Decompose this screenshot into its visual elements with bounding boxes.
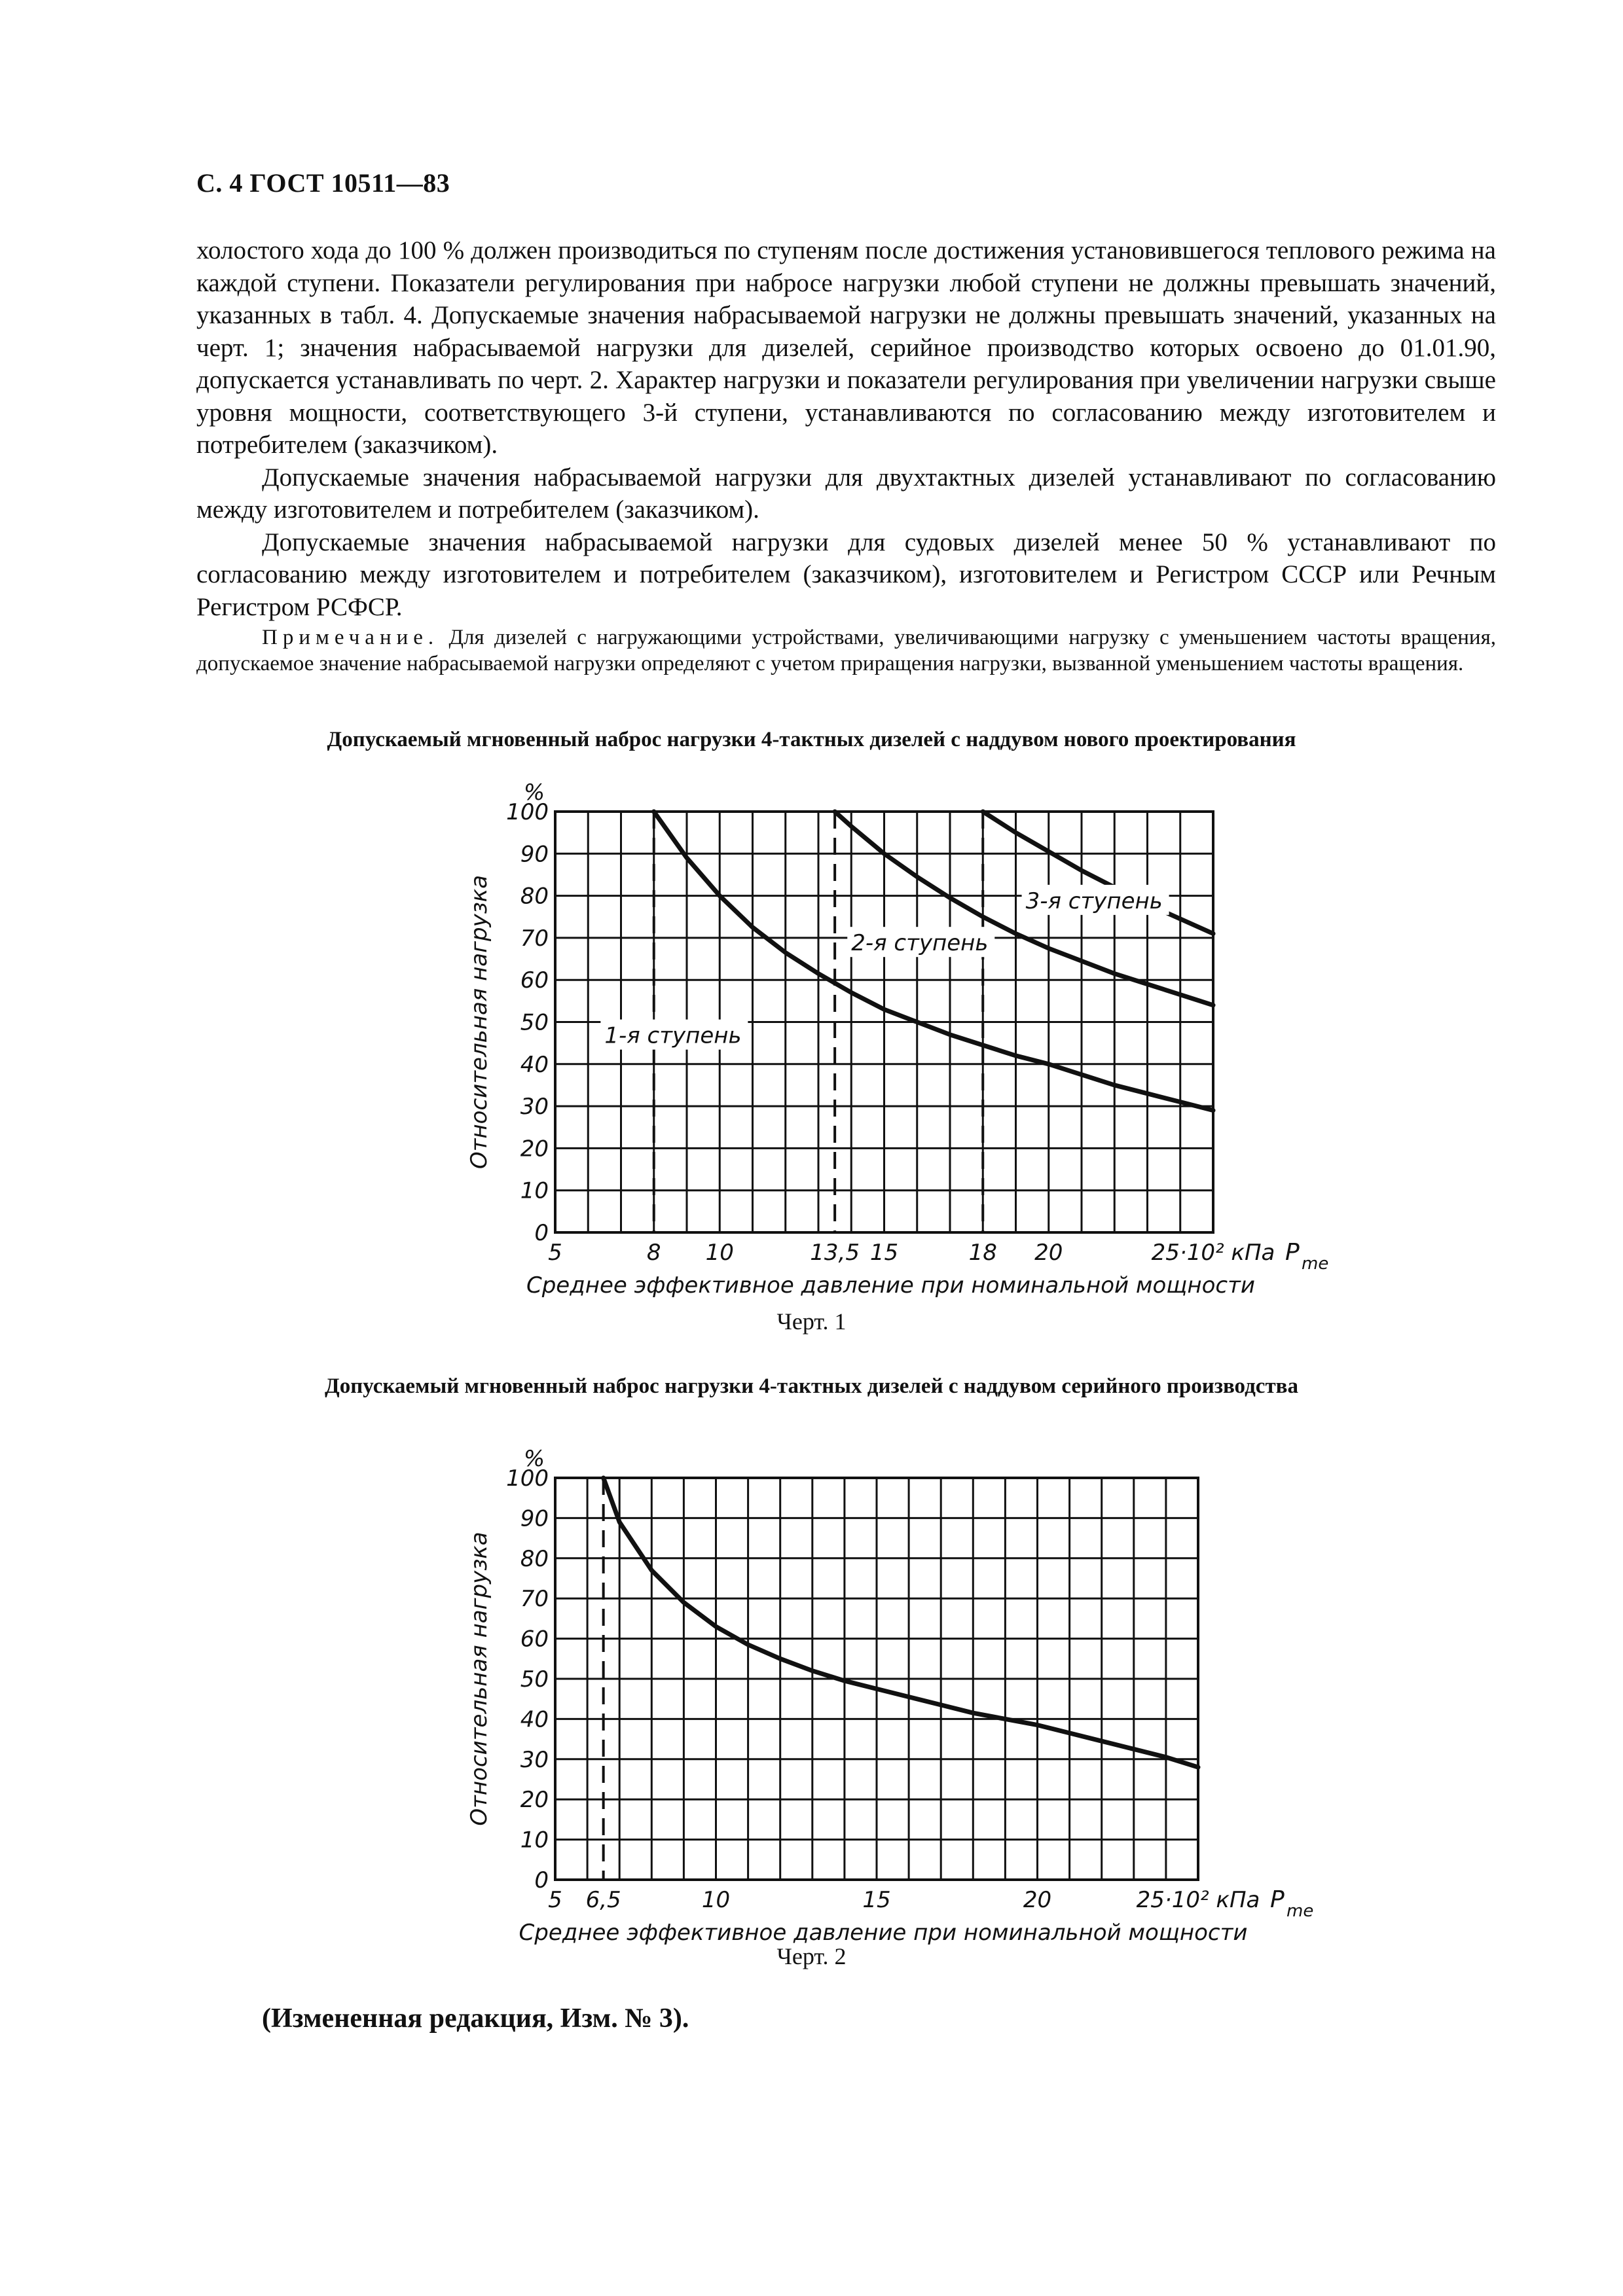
y-tick-label: 100	[506, 1465, 549, 1492]
x-tick-label: 10	[705, 1240, 734, 1266]
y-tick-label: 40	[520, 1051, 549, 1078]
x-axis-title: Среднее эффективное давление при номинальной мощности	[519, 1920, 1248, 1946]
y-tick-label: 70	[520, 1586, 549, 1613]
y-tick-label: 30	[520, 1746, 549, 1773]
x-tick-label: 5	[548, 1240, 562, 1266]
x-symbol-subscript: me	[1286, 1901, 1314, 1921]
amendment-note: (Измененная редакция, Изм. № 3).	[262, 2003, 689, 2034]
x-tick-label: 6,5	[585, 1887, 621, 1913]
figure2-caption: Черт. 2	[776, 1943, 847, 1969]
y-tick-label: 30	[520, 1094, 549, 1121]
y-tick-label: 90	[520, 841, 549, 868]
y-tick-label: 0	[534, 1867, 549, 1893]
figure1-chart	[0, 759, 1623, 1309]
x-tick-label: 5	[548, 1887, 562, 1913]
y-tick-label: 80	[520, 1545, 549, 1572]
y-tick-label: 60	[520, 967, 549, 994]
series-label: 3-я ступень	[1025, 888, 1163, 914]
series-label: 2-я ступень	[851, 930, 989, 957]
y-tick-label: 50	[520, 1666, 549, 1693]
y-axis-title: Относительная нагрузка	[466, 874, 492, 1170]
y-tick-label: 80	[520, 883, 549, 910]
note	[196, 624, 1496, 677]
y-tick-label: 90	[520, 1505, 549, 1532]
note-text: Для дизелей с нагружающими устройствами, увеличивающими нагрузку с уменьшением частоты вращения, допускаемое значение набрасываемой нагрузки определяют с учетом приращения нагрузки, вызванной уменьшением частоты вращения.	[196, 626, 1496, 675]
x-tick-label: 20	[1023, 1887, 1052, 1913]
paragraph: холостого хода до 100 % должен производиться по ступеням после достижения установившегося теплового режима на каждой ступени. Показатели регулирования при набросе нагрузки любой ступени не должны превышать значений, указанных в табл. 4. Допускаемые значения набрасываемой нагрузки не должны превышать значений, указанных на черт. 1; значения набрасываемой нагрузки для дизелей, серийное производство которых освоено до 01.01.90, допускается устанавливать по черт. 2. Характер нагрузки и показатели регулирования при увеличении нагрузки свыше уровня мощности, соответствующего 3-й ступени, устанавливаются по согласованию между изготовителем и потребителем (заказчиком).	[196, 236, 1496, 459]
series-line	[654, 812, 1213, 1111]
y-tick-label: 0	[534, 1220, 549, 1246]
y-tick-label: 10	[520, 1177, 549, 1204]
x-symbol-subscript: me	[1302, 1254, 1329, 1274]
x-tick-label: 18	[968, 1240, 997, 1266]
series-label: 1-я ступень	[604, 1022, 742, 1049]
y-tick-label: 10	[520, 1827, 549, 1854]
y-tick-label: 50	[520, 1009, 549, 1036]
figure2-title: Допускаемый мгновенный наброс нагрузки 4-тактных дизелей с наддувом серийного производства	[325, 1374, 1298, 1398]
paragraph: Допускаемые значения набрасываемой нагрузки для двухтактных дизелей устанавливают по согласованию между изготовителем и потребителем (заказчиком).	[196, 463, 1496, 524]
y-axis-title: Относительная нагрузка	[466, 1532, 492, 1826]
figure2-chart	[0, 1407, 1623, 1946]
y-tick-label: 20	[520, 1136, 549, 1162]
y-unit-label: %	[523, 780, 545, 806]
figure1-title: Допускаемый мгновенный наброс нагрузки 4-тактных дизелей с наддувом нового проектирования	[327, 728, 1296, 751]
y-tick-label: 70	[520, 925, 549, 952]
y-tick-label: 40	[520, 1706, 549, 1733]
x-tick-label: 8	[646, 1240, 661, 1266]
x-unit-label: 25·10² кПа	[1151, 1240, 1275, 1266]
x-tick-label: 15	[869, 1240, 899, 1266]
figure1-caption: Черт. 1	[776, 1308, 847, 1335]
x-tick-label: 20	[1034, 1240, 1063, 1266]
y-unit-label: %	[523, 1446, 545, 1472]
series-line	[983, 812, 1213, 933]
series-line	[604, 1478, 1198, 1767]
x-axis-title: Среднее эффективное давление при номинальной мощности	[526, 1272, 1256, 1299]
x-tick-label: 15	[862, 1887, 891, 1913]
y-tick-label: 20	[520, 1787, 549, 1814]
x-tick-label: 10	[701, 1887, 731, 1913]
x-tick-label: 13,5	[810, 1240, 860, 1266]
paragraph: Допускаемые значения набрасываемой нагрузки для судовых дизелей менее 50 % устанавливают по согласованию между изготовителем и потребителем (заказчиком), изготовителем и Регистром СССР или Речным Регистром РСФСР.	[196, 528, 1496, 621]
y-tick-label: 60	[520, 1626, 549, 1653]
page-header: С. 4 ГОСТ 10511—83	[196, 168, 450, 198]
x-symbol-label: P	[1270, 1886, 1285, 1913]
note-label: Примечание.	[262, 626, 439, 649]
x-unit-label: 25·10² кПа	[1136, 1887, 1260, 1913]
body-text	[196, 234, 1496, 623]
y-tick-label: 100	[506, 799, 549, 825]
x-symbol-label: P	[1285, 1239, 1300, 1266]
